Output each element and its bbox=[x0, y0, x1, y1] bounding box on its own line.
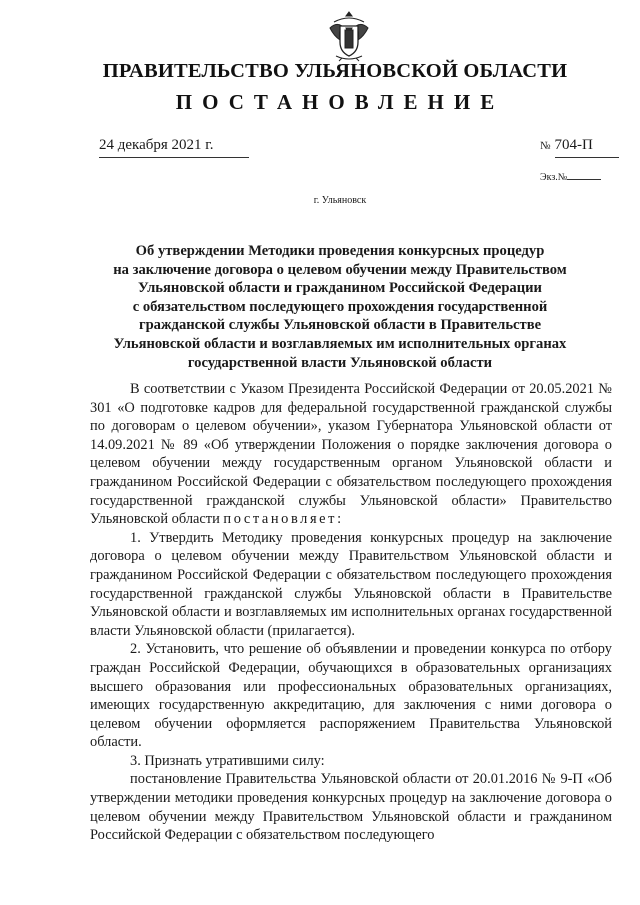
city: г. Ульяновск bbox=[313, 195, 367, 206]
title-line: гражданской службы Ульяновской области в Правительстве bbox=[138, 317, 542, 334]
title-line: Ульяновской области и гражданином Российской Федерации bbox=[138, 280, 542, 297]
item-paragraph: 2. Установить, что решение об объявлении и проведении конкурса по отбору граждан Российской Федерации, обучающихся в образовательных организациях высшего образования или профессиональных образовательных организациях, имеющих государственную аккредитацию, для заключения с ними договора о целевом обучении оформляется распоряжением Правительства Ульяновской области. bbox=[90, 641, 612, 751]
title-line: на заключение договора о целевом обучении между Правительством bbox=[113, 261, 567, 278]
number-value: 704-П bbox=[555, 137, 619, 158]
copy-label: Экз.№ bbox=[540, 172, 568, 183]
item-paragraph: постановление Правительства Ульяновской области от 20.01.2016 № 9-П «Об утверждении методики проведения конкурсных процедур на заключение договора о целевом обучении между Правительством Ульяновской области и гражданином Российской Федерации с обязательством последующего bbox=[90, 771, 612, 844]
coat-of-arms-emblem bbox=[326, 8, 372, 62]
document-title bbox=[100, 242, 580, 372]
title-line: государственной власти Ульяновской области bbox=[187, 354, 493, 371]
copy-blank-line bbox=[567, 179, 601, 180]
number-sign: № bbox=[540, 140, 551, 152]
preamble-text: В соответствии с Указом Президента Российской Федерации от 20.05.2021 № 301 «О подготовке кадров для федеральной государственной гражданской службы по договорам о целевом обучении», указом Губернатора Ульяновской области от 14.09.2021 № 89 «Об утверждении Положения о порядке заключения договора о целевом обучении между государственным органом Ульяновской области и гражданином Российской Федерации с обязательством последующего прохождения государственной гражданской службы Ульяновской области» Правительство Ульяновской области bbox=[90, 381, 612, 528]
document-number bbox=[540, 137, 619, 158]
item-paragraph: 1. Утвердить Методику проведения конкурсных процедур на заключение договора о целевом обучении между Правительством Ульяновской области и гражданином Российской Федерации с обязательством последующего прохождения государственной гражданской службы Ульяновской области в Правительстве Ульяновской области и возглавляемых им исполнительных органах государственной власти Ульяновской области (прилагается). bbox=[90, 529, 612, 639]
copy-number bbox=[540, 172, 601, 183]
organization-name: ПРАВИТЕЛЬСТВО УЛЬЯНОВСКОЙ ОБЛАСТИ bbox=[102, 60, 568, 82]
item-paragraph: 3. Признать утратившими силу: bbox=[130, 752, 325, 769]
title-line: Ульяновской области и возглавляемых им исполнительных органах bbox=[113, 335, 567, 352]
document-type: ПОСТАНОВЛЕНИЕ bbox=[175, 90, 505, 114]
resolve-word: постановляет: bbox=[223, 511, 344, 528]
preamble-paragraph bbox=[90, 380, 612, 529]
title-line: с обязательством последующего прохождения государственной bbox=[132, 298, 548, 315]
document-date: 24 декабря 2021 г. bbox=[99, 137, 249, 158]
title-line: Об утверждении Методики проведения конкурсных процедур bbox=[135, 243, 545, 259]
document-body bbox=[90, 380, 612, 845]
